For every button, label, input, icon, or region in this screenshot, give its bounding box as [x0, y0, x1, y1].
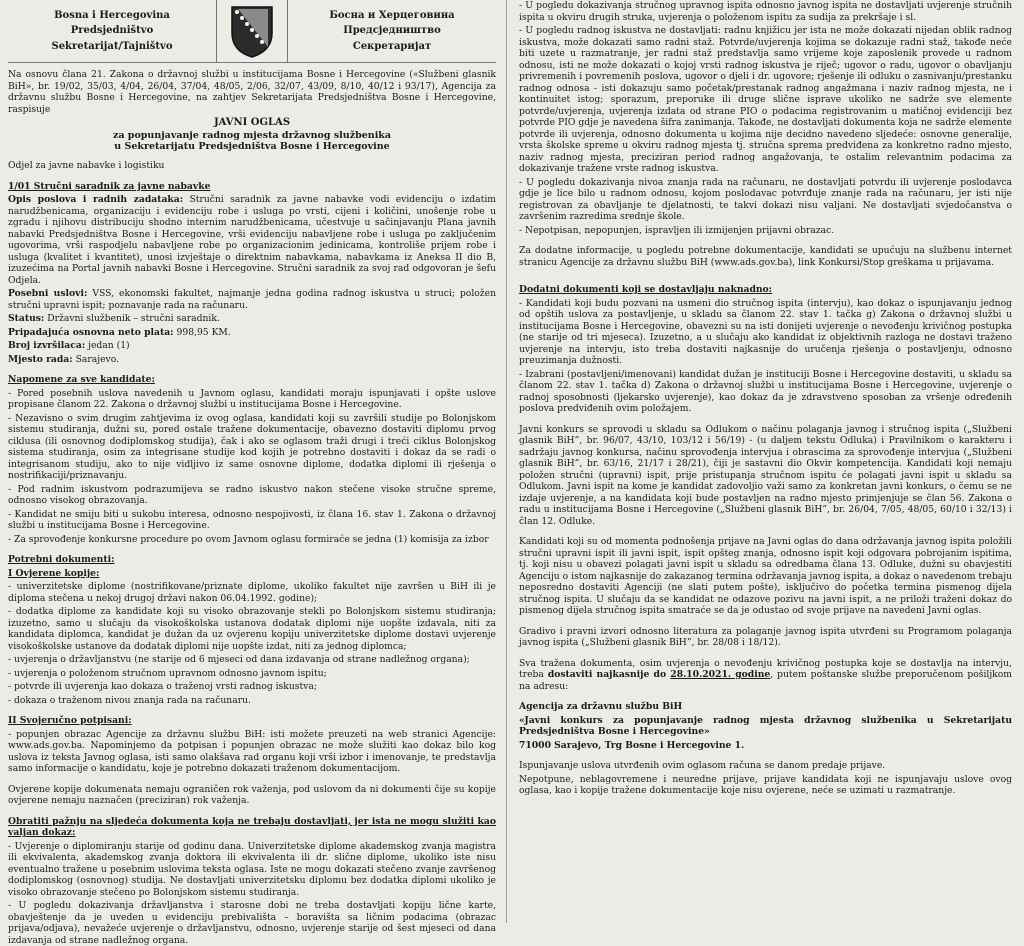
- ad-title: JAVNI OGLAS: [213, 117, 291, 128]
- right-column: [506, 0, 1012, 923]
- field-value: VSS, ekonomski fakultet, najmanje jedna godina radnog iskustva u struci; položen stručni upravni ispit; poznavanje rada na računaru.: [8, 288, 496, 311]
- coat-of-arms-icon: [217, 0, 287, 62]
- notes-item: - Pod radnim iskustvom podrazumijeva se radno iskustvo nakon stečene visoke stručne spreme, odnosno visokog obrazovanja.: [8, 483, 496, 507]
- additional-item: - Kandidati koji budu pozvani na usmeni dio stručnog ispita (intervju), kao dokaz o ispunjavanju jednog od opštih uslova za postavljenje, u skladu sa članom 22. stav 1. tačka g) Zakona o državnoj službi u institucijama Bosne i Hercegovine, obavezni su na isti donijeti uvjerenje o nevođenju krivičnog postupka (ne starije od tri mjeseca). Izuzetno, a u slučaju ako kandidat iz objektivnih razloga ne dostavi traženo uvjerenje na intervju, isto treba dostaviti najkasnije do uručenja rješenja o postavljenju, odnosno preuzimanja dužnosti.: [519, 297, 1012, 366]
- attention-heading: Obratiti pažnju na sljedeća dokumenta koja ne trebaju dostavljati, jer ista ne mogu služiti kao valjan dokaz:: [8, 815, 496, 839]
- field-label: Mjesto rada:: [8, 353, 73, 365]
- address-line: Agencija za državnu službu BiH: [519, 701, 683, 712]
- position-description: [8, 194, 496, 286]
- docs-heading: Potrebni dokumenti:: [8, 554, 115, 566]
- literature-para: Gradivo i pravni izvori odnosno literatura za polaganje javnog ispita utvrđeni su Programom polaganja javnog ispita („Službeni glasnik BiH”, br. 28/08 i 18/12).: [519, 625, 1012, 648]
- attention-item: - Uvjerenje o diplomiranju starije od godinu dana. Univerzitetske diplome akademskog zvanja magistra ili ekvivalenta, akademskog zvanja doktora ili ekvivalenta ili dr. slične diplome, ukoliko iste nisu eventualno tražene u posebnim uslovima teksta oglasa. Iste ne mogu dokazati stečeno zvanje završenog dodiplomskog (osnovnog) studija. Ne dostavljati univerzitetsku diplomu bez dodatka diplomi ukoliko je visoko obrazovanje stečeno po Bolonjskom sistemu studiranja.: [8, 840, 496, 898]
- certified-item: - uvjerenja o položenom stručnom upravnom odnosno javnom ispitu;: [8, 667, 327, 679]
- notes-item: - Za sprovođenje konkursne procedure po ovom Javnom oglasu formiraće se jedna (1) komisija za izbor: [8, 533, 489, 545]
- header-cyrillic-line: Секретаријат: [352, 40, 432, 52]
- field-label: Status:: [8, 313, 45, 325]
- header-latin-line: Bosna i Hercegovina: [54, 9, 170, 21]
- address-line: 71000 Sarajevo, Trg Bosne i Hercegovine 1.: [519, 739, 745, 751]
- closing-line: Ispunjavanje uslova utvrđenih ovim oglasom računa se danom predaje prijave.: [519, 760, 886, 771]
- deadline-pre: Sva tražena dokumenta, osim uvjerenja o nevođenju krivičnog postupka koje se dostavlja na intervju, treba: [519, 657, 1012, 680]
- exam-para: Javni konkurs se sprovodi u skladu sa Odlukom o načinu polaganja javnog i stručnog ispita („Službeni glasnik BiH”, br. 96/07, 43/10, 103/12 i 56/19) - (u daljem tekstu Odluka) i Pravilnikom o karakteru i sadržaju javnog konkursa, načinu sprovođenja intervjua i obrascima za sprovođenje intervjua („Službeni glasnik BiH”, br. 63/16, 21/17 i 28/21), čiji je sastavni dio Okvir kompetencija. Kandidati koji nemaju položen stručni (upravni) ispit, prije pristupanja stručnom ispitu će polagati javni ispit u skladu sa Odlukom. Javni ispit na kome je kandidat zadovoljio važi samo za konkretan javni konkurs, o čemu se ne izdaje uvjerenje, a na kandidata koji bude postavljen na radno mjesto primjenjuje se član 56. Zakona o radu u institucijama Bosne i Hercegovine („Službeni glasnik BiH”, br. 26/04, 7/05, 48/05, 60/10 i 32/13) i član 12. Odluke.: [519, 423, 1012, 527]
- position-salary: [8, 327, 496, 339]
- ad-subtitle-line: u Sekretarijatu Predsjedništva Bosne i Hercegovine: [114, 141, 390, 153]
- position-conditions: [8, 288, 496, 311]
- field-label: Broj izvršilaca:: [8, 340, 86, 352]
- field-value: jedan (1): [88, 340, 130, 352]
- left-column: [8, 0, 506, 946]
- institution-header: [8, 0, 496, 63]
- deadline-date: 28.10.2021. godine: [670, 669, 771, 680]
- certified-item: - dodatka diplome za kandidate koji su visoko obrazovanje stekli po Bolonjskom sistemu studiranja; izuzetno, samo u slučaju da visokoškolska ustanova dodatak diplomi nije uopšte izdavala, niti za kandidata diplomca, kandidat je dužan da uz ovjerenu kopiju univerzitetske diplome dostavi uvjerenje visokoškolske ustanove da dodatak diplomi nije uopšte izdat, niti za jednog diplomca;: [8, 606, 496, 652]
- signed-text: - popunjen obrazac Agencije za državnu službu BiH: isti možete preuzeti na web stranici Agencije: www.ads.gov.ba. Napominjemo da potpisan i popunjen obrazac ne može služiti kao dokaz bilo kog uslova iz teksta Javnog oglasa, isti samo olakšava rad organu koji vrši izbor i imenovanje, te predstavlja samo informacije o kandidatu, koje je potrebno dokazati traženom dokumentacijom.: [8, 728, 496, 775]
- more-info-para: Za dodatne informacije, u pogledu potrebne dokumentacije, kandidati se upućuju na službenu internet stranicu Agencije za državnu službu BiH (www.ads.gov.ba), link Konkursi/Stop greškama u prijavama.: [519, 245, 1012, 268]
- right-para: - U pogledu radnog iskustva ne dostavljati: radnu knjižicu jer ista ne može dokazati nijedan oblik radnog iskustva, može dokazati samo radni staž. Potvrde/uvjerenja kojima se dokazuje radni staž, takođe neće biti uzete u razmatranje, jer radni staž predstavlja samo vrijeme koje zaposlenik provede u radnom odnosu, isti ne može dokazati o kojoj vrsti radnog iskustva je riječ; ugovor o radu, ugovor o obavljanju privremenih i povremenih poslova, ugovor o djeli i dr. ugovore; rješenje ili odluku o zasnivanju/prestanku radnog odnosa - isti dokazuju samo početak/prestanak radnog angažmana i naziv radnog mjesta, ne i kontinuitet istog; sporazum, preporuke ili druge slične isprave ukoliko ne sadrže sve elemente potvrde/uvjerenja, uvjerenja izdata od strane PIO o podacima registrovanim u matičnoj evidenciji bez potvrde PIO gdje je navedena šifra zanimanja. Takođe, ne dostavljati dokumenta koja ne sadrže elemente potvrde ili uvjerenja, odnosno dokumenta u kojima nije decidno navedeno sljedeće: osnovne generalije, vrsta školske spreme u okviru radnog mjesta tj. stručna sprema predviđena za konkretno radno mjesto, naziv radnog mjesta, preciziran period radnog angažovanja, te ostalim relevantnim podacima za dokazivanje tražene vrste radnog iskustva.: [519, 25, 1012, 174]
- address-line: «Javni konkurs za popunjavanje radnog mjesta državnog službenika u Sekretarijatu Predsjedništva Bosne i Hercegovine»: [519, 714, 1012, 737]
- certified-item: - uvjerenja o državljanstvu (ne starije od 6 mjeseci od dana izdavanja od strane nadležnog organa);: [8, 654, 470, 666]
- position-heading: 1/01 Stručni saradnik za javne nabavke: [8, 180, 211, 192]
- field-value: Sarajevo.: [75, 353, 119, 365]
- ad-subtitle-line: za popunjavanje radnog mjesta državnog službenika: [112, 129, 392, 141]
- header-cyrillic-line: Предсједништво: [343, 25, 441, 37]
- attention-item: - U pogledu dokazivanja državljanstva i starosne dobi ne treba dostavljati kopiju lične karte, obavještenje da je uveden u evidenciju prebivališta – boravišta sa ličnim podacima (obrazac prijava/odjava), nevažeće uvjerenje o državljanstvu, odnosno, uvjerenje starije od šest mjeseci od dana izdavanja od strane nadležnog organa.: [8, 900, 496, 946]
- notes-item: - Kandidat ne smiju biti u sukobu interesa, odnosno nespojivosti, iz člana 16. stav 1. Zakona o državnoj službi u institucijama Bosne i Hercegovine.: [8, 508, 496, 532]
- right-para: - U pogledu dokazivanja stručnog upravnog ispita odnosno javnog ispita ne dostavljati uvjerenje stručnih ispita u okviru drugih struka, uvjerenja o položenom ispitu za sudija za prekršaje i sl.: [519, 0, 1012, 23]
- certified-heading: I Ovjerene kopije:: [8, 567, 100, 579]
- certified-item: - dokaza o traženom nivou znanja rada na računaru.: [8, 694, 251, 706]
- signed-heading: II Svojeručno potpisani:: [8, 715, 132, 727]
- right-para: - Nepotpisan, nepopunjen, ispravljen ili izmijenjen prijavni obrazac.: [519, 224, 835, 236]
- certified-item: - univerzitetske diplome (nostrifikovane/priznate diplome, ukoliko fakultet nije završen u BiH ili je diploma stečena u nekoj drugoj državi nakon 06.04.1992. godine);: [8, 581, 496, 604]
- position-count: [8, 340, 496, 352]
- right-para: - U pogledu dokazivanja nivoa znanja rada na računaru, ne dostavljati potvrdu ili uvjerenje poslodavca gdje je lice bilo u radnom odnosu, kojom poslodavac potvrđuje znanje rada na računaru, jer isti nije registrovan za obavljanje te djelatnosti, te takvi dokazi nisu valjani. Ne dostavljati svjedočanstva o završenim razredima srednje škole.: [519, 176, 1012, 222]
- field-label: Pripadajuća osnovna neto plata:: [8, 326, 174, 338]
- deadline-para: [519, 658, 1012, 693]
- notes-item: - Pored posebnih uslova navedenih u Javnom oglasu, kandidati moraju ispunjavati i opšte uslove propisane članom 22. Zakona o državnoj službi u institucijama Bosne i Hercegovine.: [8, 387, 496, 411]
- additional-item: - Izabrani (postavljeni/imenovani) kandidat dužan je instituciji Bosne i Hercegovine dostaviti, u skladu sa članom 22. stav 1. tačka d) Zakona o državnoj službi u institucijama Bosne i Hercegovine, uvjerenje o radnoj sposobnosti (ljekarsko uvjerenje), kao dokaz da je zdravstveno sposoban za vršenje određenih poslova predviđenih ovim položajem.: [519, 368, 1012, 414]
- notes-item: - Nezavisno o svim drugim zahtjevima iz ovog oglasa, kandidati koji su završili studije po Bolonjskom sistemu studiranja, dužni su, pored ostale tražene dokumentacije, obavezno dostaviti diplomu prvog ciklusa (ili osnovnog dodiplomskog studija), čak i ako se oglasom traži drugi i treći ciklus Bolonjskog sistema studiranja, osim za integrisane studije kod kojih je potrebno dostaviti i dokaz da se radi o integrisanom studiju, ako to nije vidljivo iz same osnovne diplome, dodatka diplomi ili rješenja o nostrifikaciji/priznavanju.: [8, 412, 496, 482]
- department-name: Odjel za javne nabavke i logistiku: [8, 160, 165, 172]
- field-value: Državni službenik – stručni saradnik.: [47, 313, 220, 325]
- header-latin: [8, 0, 217, 62]
- header-latin-line: Sekretarijat/Tajništvo: [51, 40, 173, 52]
- field-value: Stručni saradnik za javne nabavke vodi evidenciju o izdatim narudžbenicama, organizaciju i evidenciju robe i usluga po vrsti, cijeni i količini, unošenje robe u zgradu i njihovu distribuciju shodno internim narudžbenicama, učestvuje u sačinjavanju Plana javnih nabavki Predsjedništva Bosne i Hercegovine, vrši evidenciju nabavljene robe i usluga po zaključenim ugovorima, vrši raspodjelu nabavljene robe po organizacionim jedinicama, kontroliše prijem robe i usluga (kvalitet i kvantitet), unosi izvještaje o direktnim nabavkama, nabavkama iz Aneksa II dio B, izuzećima na Portal javnih nabavki Bosne i Hercegovine. Stručni saradnik za svoj rad odgovoran je šefu Odjela.: [8, 194, 497, 286]
- position-place: [8, 354, 496, 366]
- notes-heading: Napomene za sve kandidate:: [8, 374, 155, 386]
- field-label: Opis poslova i radnih zadataka:: [8, 194, 184, 206]
- closing-line: Nepotpune, neblagovremene i neuredne prijave, prijave kandidata koji ne ispunjavaju uslove ovog oglasa, kao i kopije tražene dokumentacije koje nisu ovjerene, neće se uzimati u razmatranje.: [519, 773, 1012, 796]
- candidates-para: Kandidati koji su od momenta podnošenja prijave na Javni oglas do dana održavanja javnog ispita položili stručni upravni ispit ili javni ispit, ispit opšteg znanja, odnosno ispit koji odgovara pobrojanim ispitima, tj. koji nisu u obavezi polagati javni ispit u skladu sa odredbama člana 13. Odluke, dužni su obavjestiti Agenciju o istom najkasnije do zakazanog termina održavanja javnog ispita, a dokaz o navedenom trebaju neposredno dostaviti Agenciji (ne slati putem pošte), isključivo do početka termina pismenog dijela stručnog ispita. U slučaju da se kandidat ne odazove pozivu na javni ispit, a ne priloži traženi dokaz do pismenog dijela stručnog ispita smatraće se da je odustao od svoje prijave na navedeni Javni oglas.: [519, 536, 1012, 616]
- deadline-post: , putem poštanske službe preporučenom pošiljkom na adresu:: [519, 669, 1012, 692]
- header-cyrillic: [287, 0, 496, 62]
- validity-text: Ovjerene kopije dokumenata nemaju ograničen rok važenja, pod uslovom da ni dokumenti čije su kopije ovjerene nemaju naznačen (preciziran) rok važenja.: [8, 783, 496, 807]
- certified-item: - potvrde ili uvjerenja kao dokaza o traženoj vrsti radnog iskustva;: [8, 681, 317, 693]
- position-status: [8, 313, 496, 325]
- header-latin-line: Predsjedništvo: [70, 25, 154, 37]
- additional-heading: Dodatni dokumenti koji se dostavljaju naknadno:: [519, 284, 773, 295]
- header-cyrillic-line: Босна и Херцеговина: [329, 9, 455, 21]
- intro-paragraph: Na osnovu člana 21. Zakona o državnoj službi u institucijama Bosne i Hercegovine («Službeni glasnik BiH», br. 19/02, 35/03, 4/04, 26/04, 37/04, 48/05, 2/06, 32/07, 43/09, 8/10, 40/12 i 93/17), Agencija za državnu službu Bosne i Hercegovine, na zahtjev Sekretarijata Predsjedništva Bosne i Hercegovine, raspisuje: [8, 69, 496, 115]
- field-label: Posebni uslovi:: [8, 288, 88, 300]
- field-value: 998,95 KM.: [176, 326, 231, 338]
- deadline-bold: dostaviti najkasnije do: [547, 669, 671, 680]
